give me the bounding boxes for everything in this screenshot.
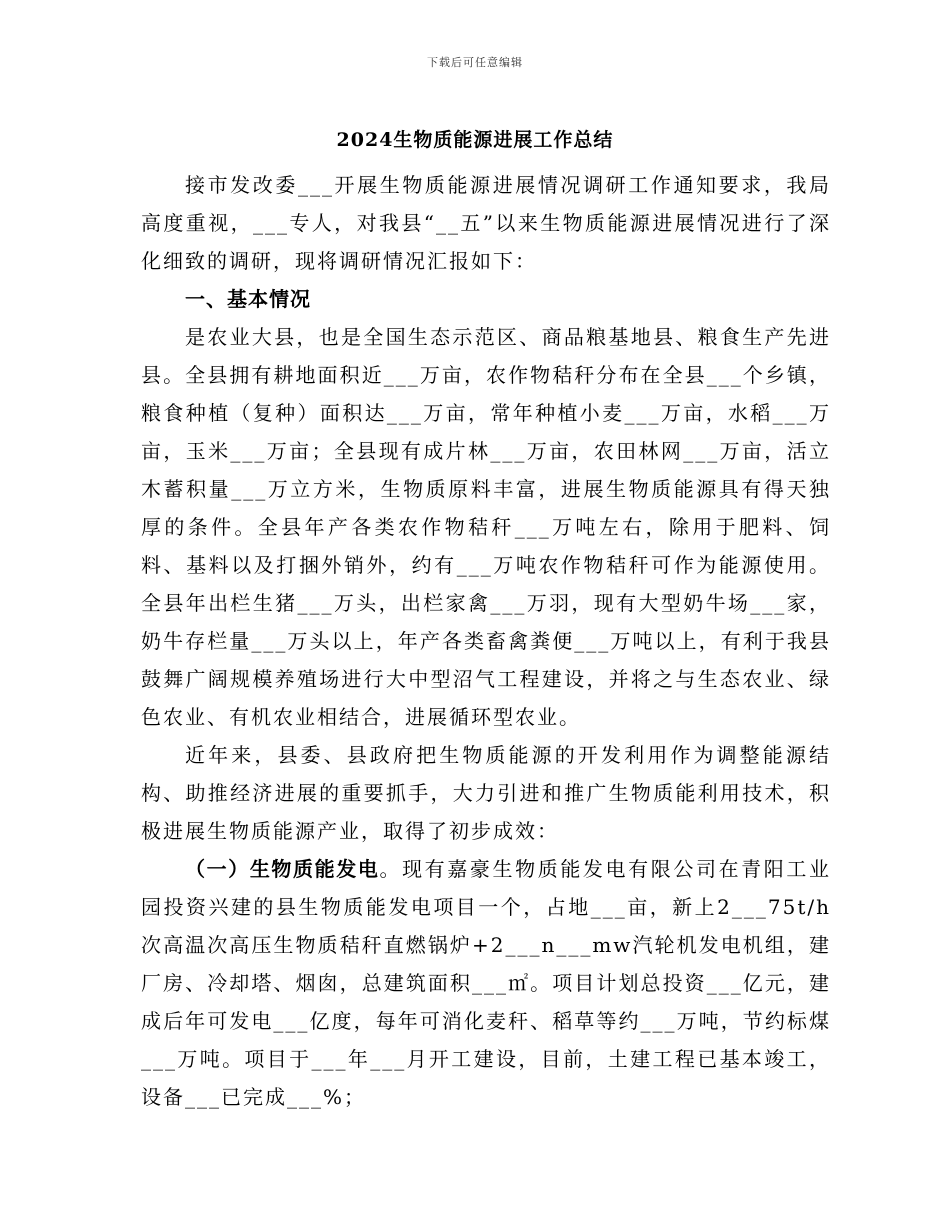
document-title: 2024生物质能源进展工作总结 [336, 129, 614, 151]
basic-situation-paragraph: 是农业大县，也是全国生态示范区、商品粮基地县、粮食生产先进县。全县拥有耕地面积近___万亩，农作物秸秆分布在全县___个乡镇，粮食种植（复种）面积达___万亩，常年种植小麦___万亩，水稻___万亩，玉米___万亩；全县现有成片林___万亩，农田林网___万亩，活立木蓄积量___万立方米，生物质原料丰富，进展生物质能源具有得天独厚的条件。全县年产各类农作物秸秆___万吨左右，除用于肥料、饲料、基料以及打捆外销外，约有___万吨农作物秸秆可作为能源使用。全县年出栏生猪___万头，出栏家禽___万羽，现有大型奶牛场___家，奶牛存栏量___万头以上，年产各类畜禽粪便___万吨以上，有利于我县鼓舞广阔规模养殖场进行大中型沼气工程建设，并将之与生态农业、绿色农业、有机农业相结合，进展循环型农业。 [141, 325, 831, 729]
biomass-power-paragraph [141, 850, 831, 1116]
document-body [141, 166, 831, 1116]
intro-paragraph: 接市发改委___开展生物质能源进展情况调研工作通知要求，我局高度重视，___专人，对我县“__五”以来生物质能源进展情况进行了深化细致的调研，现将调研情况汇报如下： [141, 173, 831, 273]
section-heading-basic-situation: 一、基本情况 [185, 287, 311, 311]
biomass-power-text: 。现有嘉豪生物质能发电有限公司在青阳工业园投资兴建的县生物质能发电项目一个，占地___亩，新上2___75t/h次高温次高压生物质秸秆直燃锅炉+2___n___mw汽轮机发电机组，建厂房、冷却塔、烟囱，总建筑面积___㎡。项目计划总投资___亿元，建成后年可发电___亿度，每年可消化麦秆、稻草等约___万吨，节约标煤___万吨。项目于___年___月开工建设，目前，土建工程已基本竣工，设备___已完成___%； [141, 857, 832, 1109]
recent-years-paragraph: 近年来，县委、县政府把生物质能源的开发利用作为调整能源结构、助推经济进展的重要抓手，大力引进和推广生物质能利用技术，积极进展生物质能源产业，取得了初步成效： [141, 743, 831, 843]
biomass-power-lead: （一）生物质能发电 [185, 857, 380, 881]
page-header-note: 下载后可任意编辑 [427, 56, 523, 69]
